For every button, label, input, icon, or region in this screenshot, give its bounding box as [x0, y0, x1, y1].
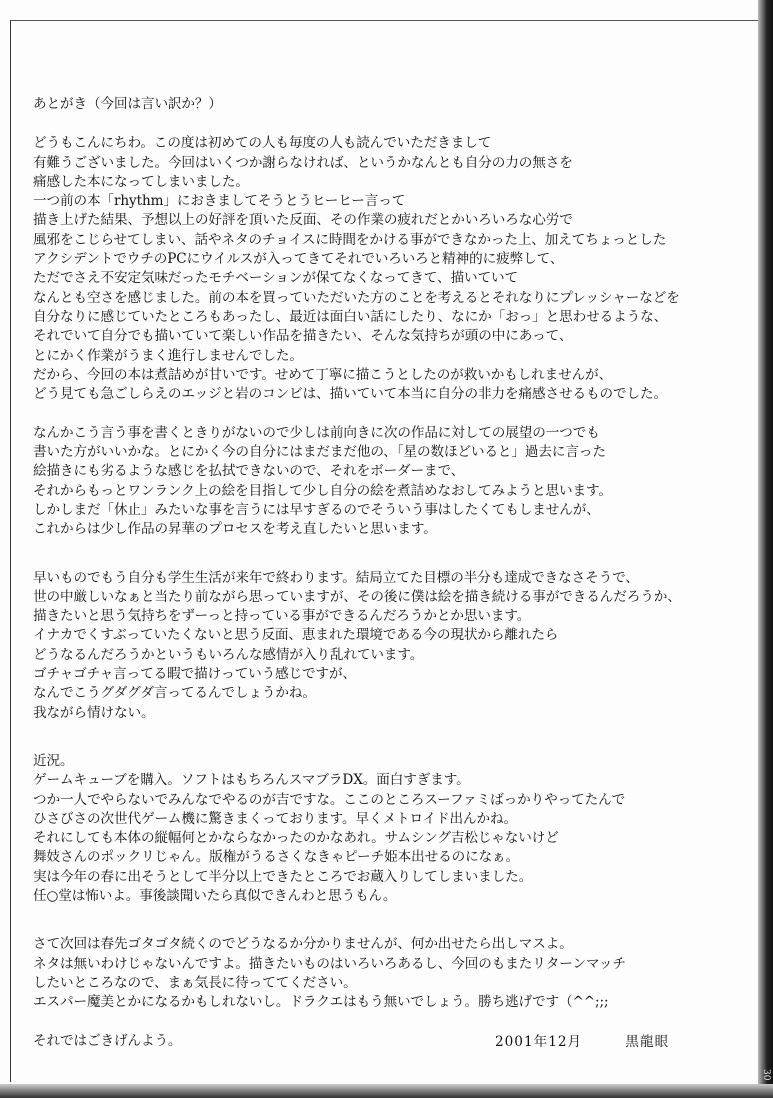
text-line: なんとも空さを感じました。前の本を買っていただいた方のことを考えるとそれなりにプレッシャーなどを [33, 289, 680, 306]
text-line: それにしても本体の縦幅何とかならなかったのかなあれ。サムシング吉松じゃないけど [33, 830, 559, 847]
text-line: 早いものでもう自分も学生生活が来年で終わります。結局立てた目標の半分も達成できなさそうで、 [33, 569, 639, 586]
text-line: 書いた方がいいかな。とにかく今の自分にはまだまだ他の、「星の数ほどいると」過去に言った [33, 444, 606, 461]
paragraph [33, 935, 748, 1012]
text-line: 有難うございました。今回はいくつか謝らなければ、というかなんとも自分の力の無さを [33, 154, 573, 171]
paragraph [33, 134, 748, 404]
page-number: 30 [761, 1068, 771, 1080]
text-line: 描きたいと思う気持ちをずーっと持っている事ができるんだろうかとか思います。 [33, 608, 531, 625]
bottom-shadow [0, 1084, 773, 1098]
paragraph-gap [33, 906, 748, 935]
afterword-title: あとがき（今回は言い訳か？） [33, 96, 222, 112]
text-line: どうもこんにちわ。この度は初めての人も毎度の人も読んでいただきまして [33, 135, 492, 152]
text-line: 実は今年の春に出そうとして半分以上できたところでお蔵入りしてしまいました。 [33, 868, 533, 885]
text-line: ゴチャゴチャ言ってる暇で描けっていう感じですが、 [33, 666, 357, 683]
text-line: 世の中厳しいなぁと当たり前ながら思っていますが、その後に僕は絵を描き続ける事ができるんだろうか、 [33, 588, 681, 605]
text-line: どうなるんだろうかというもいろんな感情が入り乱れています。 [33, 646, 424, 663]
signature [495, 1030, 669, 1050]
paragraph [33, 424, 748, 540]
text-line: 痛感した本になってしまいました。 [33, 173, 249, 190]
text-line: 風邪をこじらせてしまい、話やネタのチョイスに時間をかける事ができなかった上、加えてちょっとした [33, 231, 667, 248]
text-line: エスパー魔美とかになるかもしれないし。ドラクエはもう無いでしょう。勝ち逃げです（^^;;; [33, 994, 609, 1011]
text-line: 我ながら情けない。 [33, 704, 155, 721]
text-line: それからもっとワンランク上の絵を目指して少し自分の絵を煮詰めなおしてみようと思います。 [33, 482, 612, 499]
text-line: ネタは無いわけじゃないんですよ。描きたいものはいろいろあるし、今回のもまたリターンマッチ [33, 955, 626, 972]
text-line: なんでこうグダグダ言ってるんでしょうかね。 [33, 685, 316, 702]
text-line: しかしまだ「休止」みたいな事を言うには早すぎるのでそういう事はしたくてもしませんが、 [33, 501, 600, 518]
text-line: ゲームキューブを購入。ソフトはもちろんスマブラDX。面白すぎます。 [33, 772, 470, 789]
text-line: それではごきげんよう。 [33, 1032, 182, 1049]
text-line: とにかく作業がうまく進行しませんでした。 [33, 347, 303, 364]
paragraph [33, 752, 748, 906]
text-line: 絵描きにも劣るような感じを払拭できないので、それをボーダーまで、 [33, 463, 465, 480]
paragraph [33, 569, 748, 723]
text-line: ただでさえ不安定気味だったモチベーションが保てなくなってきて、描いていて [33, 270, 518, 287]
text-line: 任○堂は怖いよ。事後談聞いたら真似できんわと思うもん。 [33, 887, 397, 904]
afterword-body [33, 95, 748, 1051]
signature-author: 黒龍眼 [625, 1034, 670, 1050]
text-line: 描き上げた結果、予想以上の好評を頂いた反面、その作業の疲れだとかいろいろな心労で [33, 212, 573, 229]
text-line: どう見ても急ごしらえのエッジと岩のコンビは、描いていて本当に自分の非力を痛感させるものでした。 [33, 386, 667, 403]
text-line: なんかこう言う事を書くときりがないので少しは前向きに次の作品に対しての展望の一つでも [33, 424, 600, 441]
text-line: つか一人でやらないでみんなでやるのが吉ですな。ここのところスーファミばっかりやってたんで [33, 791, 626, 808]
text-line: したいところなので、まぁ気長に待っててください。 [33, 974, 357, 991]
text-line: だから、今回の本は煮詰めが甘いです。せめて丁寧に描こうとしたのが救いかもしれませんが、 [33, 366, 613, 383]
paragraph-gap [33, 723, 748, 752]
text-line: アクシデントでウチのPCにウイルスが入ってきてそれでいろいろと精神的に疲弊して、 [33, 251, 564, 268]
text-line: それでいて自分でも描いていて楽しい作品を描きたい、そんな気持ちが頭の中にあって、 [33, 328, 573, 345]
text-line: 自分なりに感じていたところもあったし、最近は面白い話にしたり、なにか「おっ」と思わせるような、 [33, 308, 668, 325]
binding-shadow [758, 0, 773, 1098]
text-line: 一つ前の本「rhythm」におきましてそうとうヒーヒー言って [33, 193, 406, 210]
text-line: イナカでくすぶっていたくないと思う反面、恵まれた環境である今の現状から離れたら [33, 627, 559, 644]
text-line: 舞妓さんのポックリじゃん。版権がうるさくなきゃピーチ姫本出せるのになぁ。 [33, 849, 520, 866]
paragraph-gap [33, 404, 748, 423]
paragraph-gap [33, 540, 748, 569]
signature-date: 2001年12月 [495, 1034, 583, 1050]
text-line: 近況。 [33, 752, 74, 769]
paragraphs [33, 134, 748, 1051]
text-line: さて次回は春先ゴタゴタ続くのでどうなるか分かりませんが、何か出せたら出しマスよ。 [33, 936, 573, 953]
text-line: これからは少し作品の昇華のプロセスを考え直したいと思います。 [33, 521, 437, 538]
text-line: ひさびさの次世代ゲーム機に驚きまくっております。早くメトロイド出んかね。 [33, 810, 518, 827]
paragraph-gap [33, 1012, 748, 1031]
